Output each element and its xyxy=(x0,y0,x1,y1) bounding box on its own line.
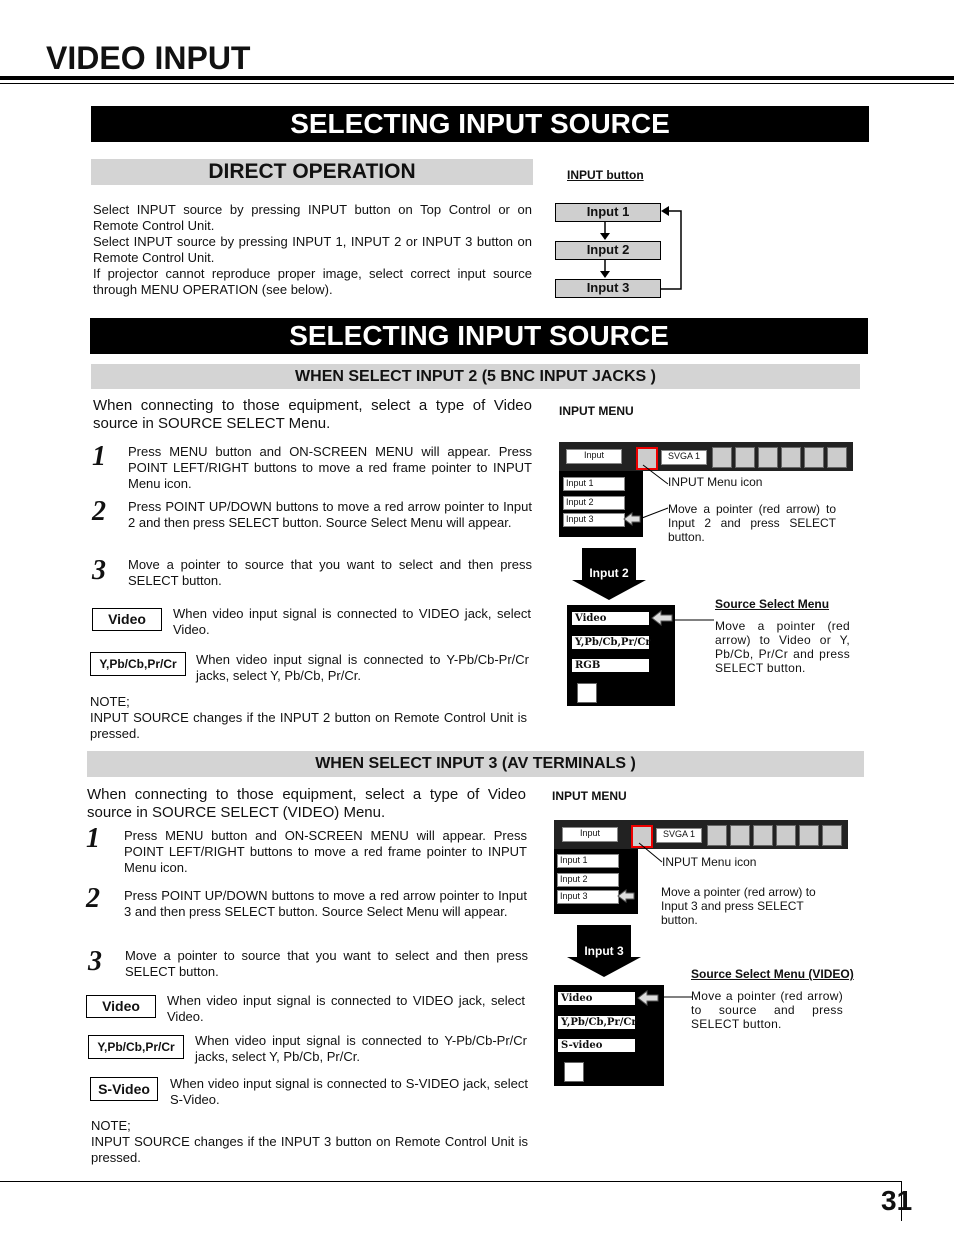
input-menu-icon-label: INPUT Menu icon xyxy=(668,475,763,489)
section-banner-2: SELECTING INPUT SOURCE xyxy=(90,318,868,354)
menu-icon xyxy=(758,447,778,468)
step-number: 3 xyxy=(88,946,102,977)
menu-icon xyxy=(712,447,732,468)
page-title: VIDEO INPUT xyxy=(46,40,251,76)
paragraph: Select INPUT source by pressing INPUT 1, INPUT 2 or INPUT 3 button on Remote Control Unit. xyxy=(93,234,532,265)
footer-rule xyxy=(0,1181,902,1182)
svideo-option-text: When video input signal is connected to S-VIDEO jack, select S-Video. xyxy=(170,1076,528,1107)
pointer-callout-line xyxy=(640,500,670,530)
menu-item-input3: Input 3 xyxy=(557,890,619,904)
input2-intro: When connecting to those equipment, select a type of Video source in SOURCE SELECT Menu. xyxy=(93,397,532,432)
input-cycle-arrows xyxy=(555,200,695,300)
step-number: 1 xyxy=(92,441,106,472)
section-banner-1: SELECTING INPUT SOURCE xyxy=(91,106,869,142)
title-rule-thin xyxy=(0,83,954,84)
source-item-video: Video xyxy=(572,612,649,625)
title-rule xyxy=(0,76,954,80)
exit-door-icon xyxy=(564,1062,584,1082)
menu-item-input3: Input 3 xyxy=(563,513,625,527)
menu-icon xyxy=(827,447,847,468)
paragraph: Select INPUT source by pressing INPUT button on Top Control or on Remote Control Unit. xyxy=(93,202,532,233)
step-number: 2 xyxy=(86,883,100,914)
video-option-label: Video xyxy=(92,608,162,631)
source-note: Move a pointer (red arrow) to source and press SELECT button. xyxy=(691,989,843,1031)
input3-intro: When connecting to those equipment, select a type of Video source in SOURCE SELECT (VIDEO) Menu. xyxy=(87,786,526,821)
icon-callout-line xyxy=(640,462,670,492)
menu-item-input2: Input 2 xyxy=(557,873,619,887)
source-item-ypbpr: Y,Pb/Cb,Pr/Cr xyxy=(572,636,649,649)
step-text: Press POINT UP/DOWN buttons to move a red arrow pointer to Input 3 and then press SELECT button. Source Select Menu will appear. xyxy=(124,888,527,919)
source-callout-line xyxy=(672,616,716,626)
svideo-option-label: S-Video xyxy=(90,1077,158,1101)
paragraph: If projector cannot reproduce proper image, select correct input source through MENU OPERATION (see below). xyxy=(93,266,532,297)
menu-icon xyxy=(707,825,727,846)
menu-item-input1: Input 1 xyxy=(563,477,625,491)
input-menu-icon-label: INPUT Menu icon xyxy=(662,855,757,869)
input-menu-label: INPUT MENU xyxy=(552,789,627,803)
direct-operation-header: DIRECT OPERATION xyxy=(91,159,533,185)
page-number: 31 xyxy=(881,1185,913,1216)
ypbpr-option-label: Y,Pb/Cb,Pr/Cr xyxy=(88,1035,184,1059)
exit-door-icon xyxy=(577,683,597,703)
note-text: INPUT SOURCE changes if the INPUT 3 button on Remote Control Unit is pressed. xyxy=(91,1134,528,1165)
menu-icon xyxy=(753,825,773,846)
step-text: Move a pointer to source that you want to select and then press SELECT button. xyxy=(125,948,528,979)
step-number: 2 xyxy=(92,496,106,527)
step-number: 3 xyxy=(92,555,106,586)
step-text: Press MENU button and ON-SCREEN MENU will appear. Press POINT LEFT/RIGHT buttons to move a red frame pointer to INPUT Menu icon. xyxy=(128,444,532,491)
step-number: 1 xyxy=(86,823,100,854)
input-menu-label: INPUT MENU xyxy=(559,404,634,418)
menu-item-input1: Input 1 xyxy=(557,854,619,868)
source-note: Move a pointer (red arrow) to Video or Y, Pb/Cb, Pr/Cr and press SELECT button. xyxy=(715,619,850,675)
ypbpr-option-label: Y,Pb/Cb,Pr/Cr xyxy=(90,652,186,676)
source-select-menu-title: Source Select Menu xyxy=(715,597,830,611)
menu-icon xyxy=(822,825,842,846)
menu-icon xyxy=(735,447,755,468)
source-item-rgb: RGB xyxy=(572,659,649,672)
menu-icon xyxy=(781,447,801,468)
pointer-arrow-icon xyxy=(636,990,660,1006)
step-text: Press POINT UP/DOWN buttons to move a red arrow pointer to Input 2 and then press SELECT button. Source Select Menu will appear. xyxy=(128,499,532,530)
menu-svga-cell: SVGA 1 xyxy=(661,450,707,465)
input3-note xyxy=(91,1118,528,1166)
note-text: INPUT SOURCE changes if the INPUT 2 button on Remote Control Unit is pressed. xyxy=(90,710,527,741)
step-text: Press MENU button and ON-SCREEN MENU will appear. Press POINT LEFT/RIGHT buttons to move a red frame pointer to INPUT Menu icon. xyxy=(124,828,527,875)
note-title: NOTE; xyxy=(91,1118,131,1133)
menu-icon xyxy=(799,825,819,846)
pointer-arrow-icon xyxy=(650,610,674,626)
source-callout-line xyxy=(660,993,694,1003)
note-title: NOTE; xyxy=(90,694,130,709)
down-arrow-label: Input 2 xyxy=(589,566,629,580)
menu-svga-cell: SVGA 1 xyxy=(656,828,702,843)
menu-input-cell: Input xyxy=(562,827,618,842)
icon-callout-line xyxy=(636,840,666,870)
step-text: Move a pointer to source that you want to select and then press SELECT button. xyxy=(128,557,532,588)
ypbpr-option-text: When video input signal is connected to Y-Pb/Cb-Pr/Cr jacks, select Y, Pb/Cb, Pr/Cr. xyxy=(196,652,529,683)
menu-icon xyxy=(776,825,796,846)
menu-input-cell: Input xyxy=(566,449,622,464)
pointer-note: Move a pointer (red arrow) to Input 2 and press SELECT button. xyxy=(668,502,836,544)
input-1-box: Input 1 xyxy=(555,203,661,222)
video-option-label: Video xyxy=(86,995,156,1018)
source-item-ypbpr: Y,Pb/Cb,Pr/Cr xyxy=(558,1016,635,1029)
input-2-box: Input 2 xyxy=(555,241,661,260)
input-button-label: INPUT button xyxy=(567,168,644,182)
input2-note xyxy=(90,694,527,742)
pointer-arrow-icon xyxy=(616,889,636,903)
source-item-video: Video xyxy=(558,992,635,1005)
video-option-text: When video input signal is connected to VIDEO jack, select Video. xyxy=(167,993,525,1024)
source-select-menu-title: Source Select Menu (VIDEO) xyxy=(691,967,854,981)
input-3-box: Input 3 xyxy=(555,279,661,298)
input3-header: WHEN SELECT INPUT 3 (AV TERMINALS ) xyxy=(87,751,864,777)
menu-icon xyxy=(730,825,750,846)
source-item-svideo: S-video xyxy=(558,1039,635,1052)
ypbpr-option-text: When video input signal is connected to Y-Pb/Cb-Pr/Cr jacks, select Y, Pb/Cb, Pr/Cr. xyxy=(195,1033,527,1064)
down-arrow-label: Input 3 xyxy=(584,944,624,958)
pointer-arrow-icon xyxy=(622,512,642,526)
menu-icon xyxy=(804,447,824,468)
input2-header: WHEN SELECT INPUT 2 (5 BNC INPUT JACKS ) xyxy=(91,364,860,389)
menu-item-input2: Input 2 xyxy=(563,496,625,510)
direct-operation-text xyxy=(93,202,532,298)
pointer-note: Move a pointer (red arrow) to Input 3 and press SELECT button. xyxy=(661,885,816,927)
video-option-text: When video input signal is connected to VIDEO jack, select Video. xyxy=(173,606,531,637)
